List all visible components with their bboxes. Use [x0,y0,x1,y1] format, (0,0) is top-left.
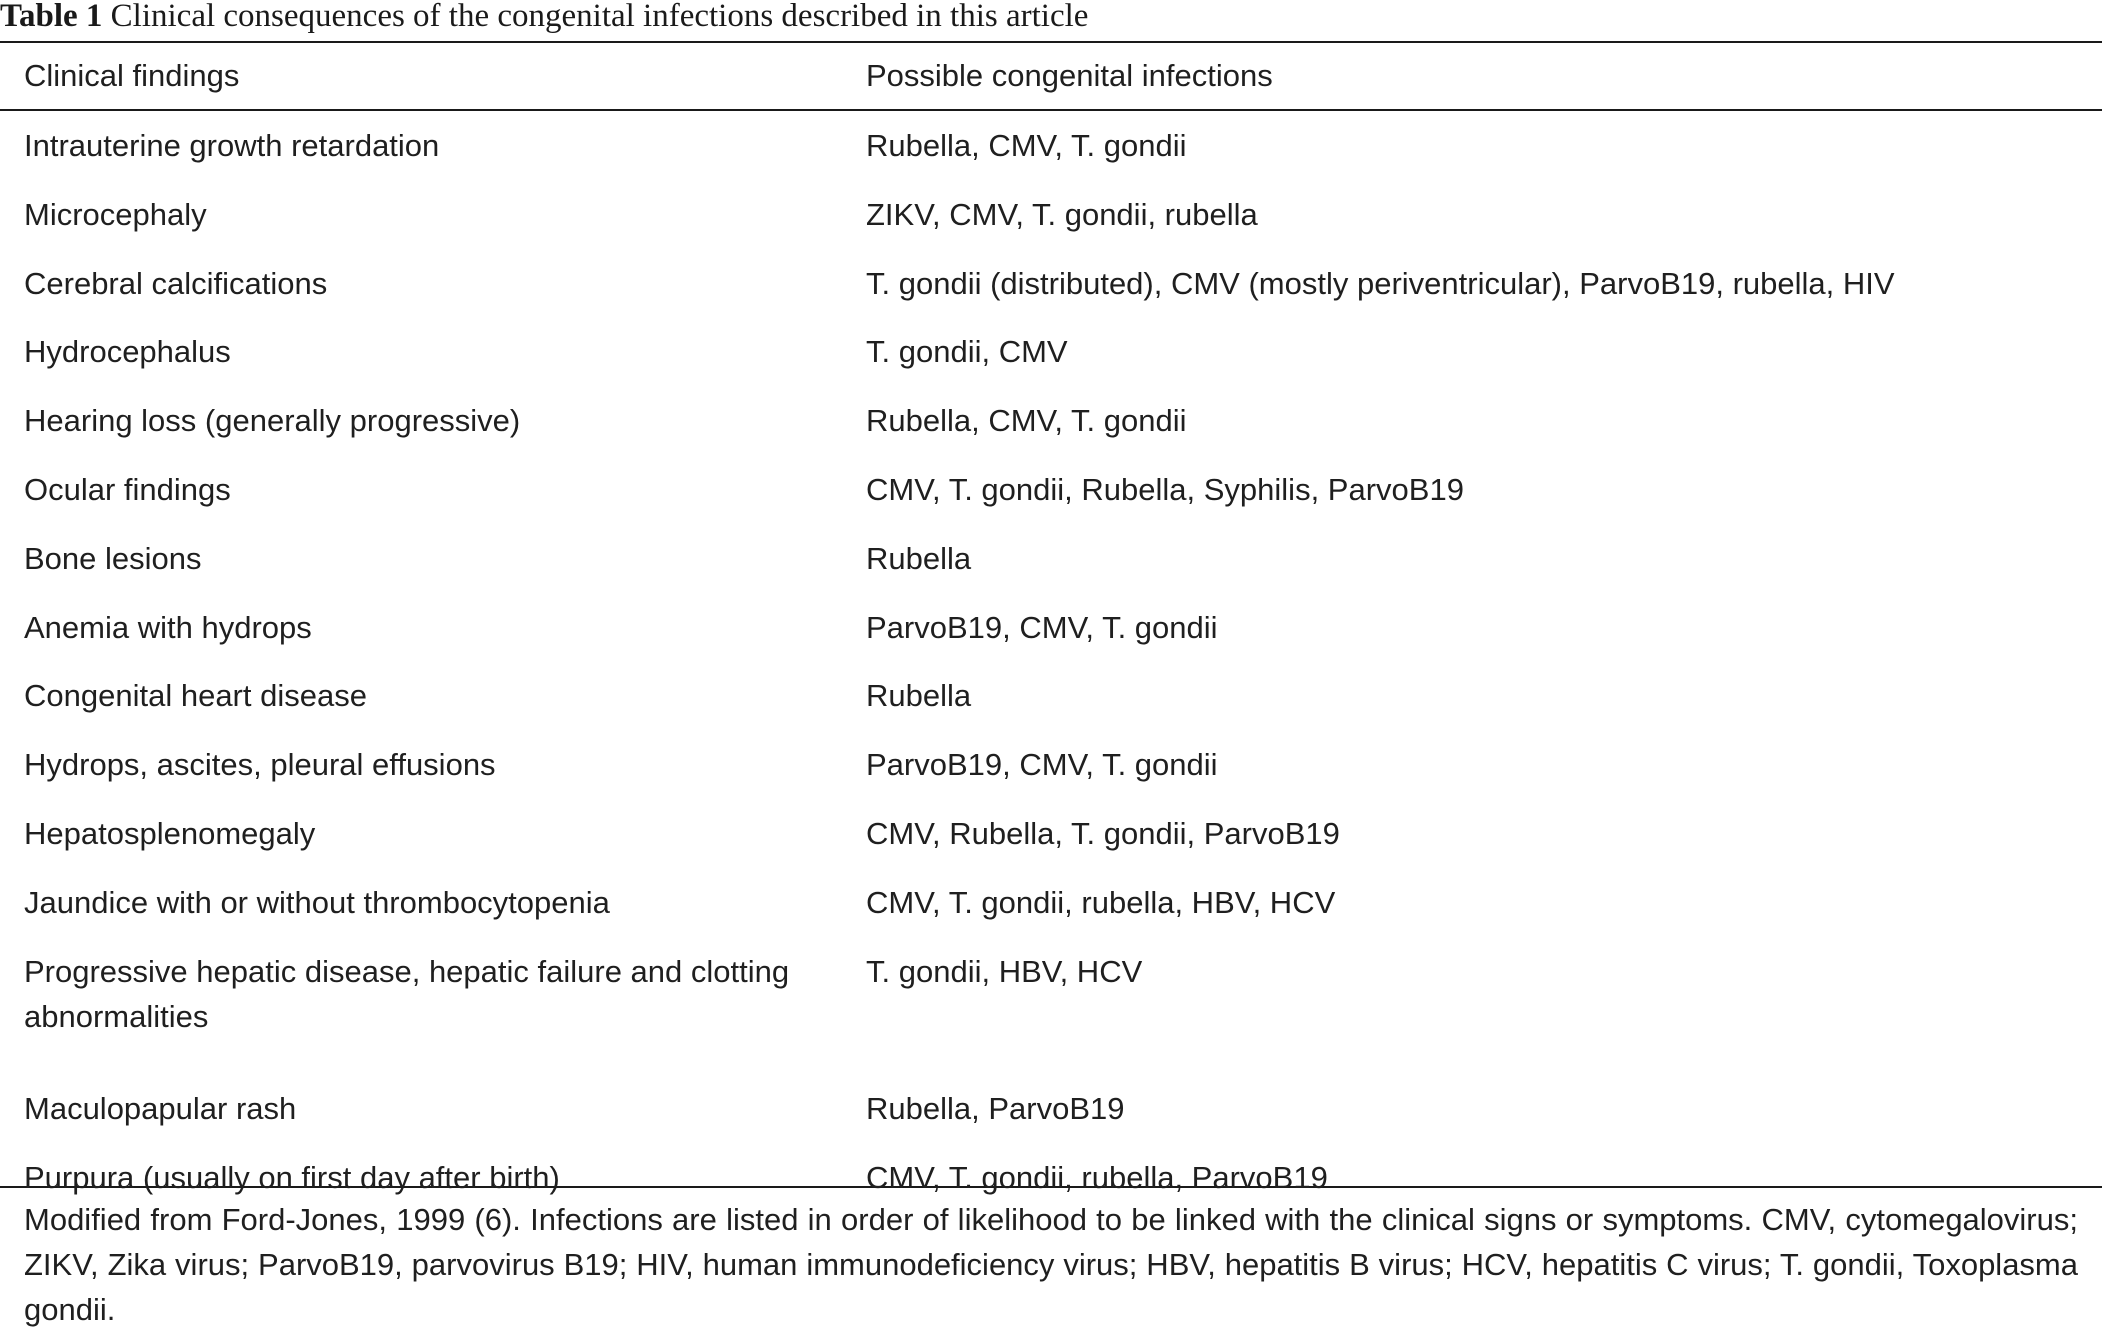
finding-cell: Anemia with hydrops [24,609,312,645]
infections-cell: Rubella, CMV, T. gondii [866,403,1187,439]
column-header-clinical-findings: Clinical findings [24,58,240,93]
table-footnote: Modified from Ford-Jones, 1999 (6). Infections are listed in order of likelihood to be linked with the clinical signs or symptoms. CMV, cytomegalovirus; ZIKV, Zika virus; ParvoB19, parvovirus B19; HIV, human immunodeficiency virus; HBV, hepatitis B virus; HCV, hepatitis C virus; T. gondii, Toxoplasma gondii. [24,1202,2078,1327]
table-row [0,249,2102,318]
table-row [0,455,2102,524]
table-row [0,386,2102,455]
table-row [0,180,2102,249]
finding-cell: Jaundice with or without thrombocytopenia [24,884,610,920]
finding-cell: Hepatosplenomegaly [24,815,316,851]
infections-cell: ParvoB19, CMV, T. gondii [866,747,1218,783]
finding-cell: Microcephaly [24,196,207,232]
column-header-possible-infections: Possible congenital infections [866,58,1273,93]
table-row [0,593,2102,662]
table-row [0,937,2102,1075]
table-row [0,868,2102,937]
finding-cell: Ocular findings [24,471,231,507]
table-row [0,111,2102,180]
infections-cell: ParvoB19, CMV, T. gondii [866,609,1218,645]
finding-cell: Hydrocephalus [24,334,231,370]
infections-cell: T. gondii, HBV, HCV [866,953,1143,989]
clinical-findings-table [0,43,2102,1195]
infections-cell: CMV, T. gondii, Rubella, Syphilis, ParvoB19 [866,471,1464,507]
infections-cell: CMV, T. gondii, rubella, HBV, HCV [866,884,1336,920]
finding-cell: Intrauterine growth retardation [24,128,440,163]
infections-cell: Rubella, ParvoB19 [866,1091,1125,1127]
infections-cell: Rubella [866,678,972,714]
table-row [0,1074,2102,1143]
infections-cell: T. gondii, CMV [866,334,1068,370]
finding-cell: Maculopapular rash [24,1091,297,1127]
finding-cell: Hearing loss (generally progressive) [24,403,521,439]
infections-cell: Rubella [866,540,972,576]
table-row [0,661,2102,730]
finding-cell: Progressive hepatic disease, hepatic failure and clotting abnormalities [24,953,790,1034]
infections-cell: CMV, Rubella, T. gondii, ParvoB19 [866,815,1340,851]
table-caption-text: Clinical consequences of the congenital infections described in this article [110,0,1089,34]
finding-cell: Cerebral calcifications [24,265,328,301]
finding-cell: Congenital heart disease [24,678,367,714]
table-caption [0,0,1088,36]
table-header-row [0,43,2102,109]
table-row [0,730,2102,799]
finding-cell: Purpura (usually on first day after birth) [24,1159,560,1195]
infections-cell: T. gondii (distributed), CMV (mostly periventricular), ParvoB19, rubella, HIV [866,265,1895,301]
finding-cell: Bone lesions [24,540,202,576]
infections-cell: ZIKV, CMV, T. gondii, rubella [866,196,1258,232]
table-body [0,111,2102,1212]
table-row [0,799,2102,868]
infections-cell: CMV, T. gondii, rubella, ParvoB19 [866,1159,1328,1195]
infections-cell: Rubella, CMV, T. gondii [866,128,1187,163]
table-row [0,317,2102,386]
finding-cell: Hydrops, ascites, pleural effusions [24,747,496,783]
table-row [0,524,2102,593]
table-caption-label: Table 1 [0,0,103,34]
